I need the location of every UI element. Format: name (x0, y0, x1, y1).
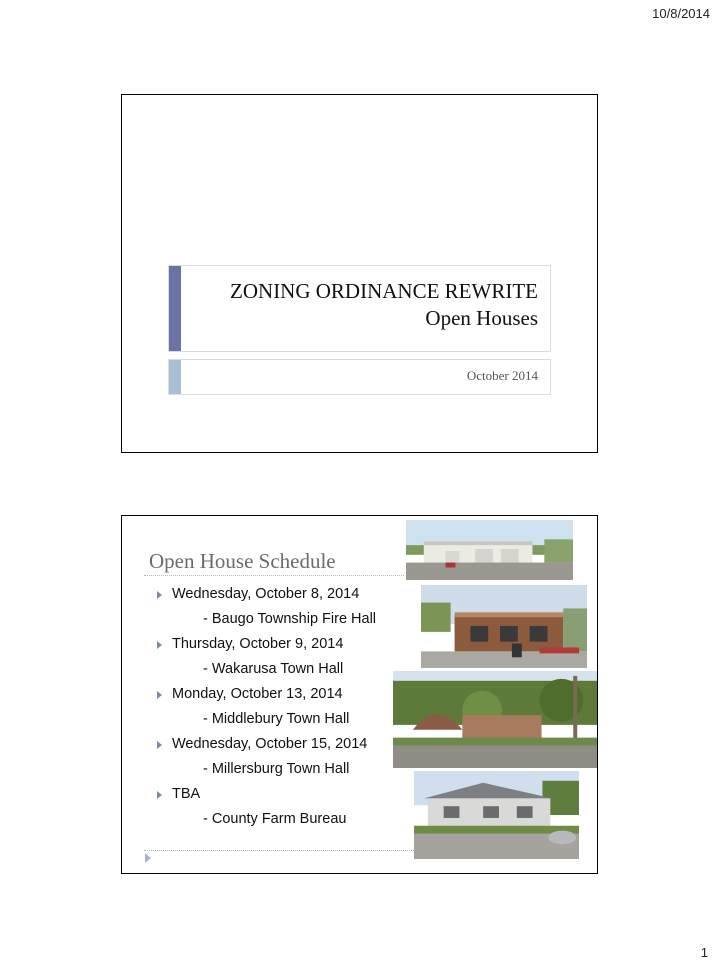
schedule-list (155, 582, 376, 832)
schedule-item (155, 732, 376, 782)
slide-title (121, 94, 598, 453)
title-panel (168, 265, 551, 352)
triangle-right-icon (145, 853, 151, 863)
schedule-item (155, 782, 376, 832)
schedule-place: - Wakarusa Town Hall (203, 661, 344, 677)
slide-schedule (121, 515, 598, 874)
title-line-1: ZONING ORDINANCE REWRITE (230, 279, 538, 303)
triangle-right-icon (157, 591, 162, 599)
schedule-item (155, 582, 376, 632)
slide-title-text (230, 278, 538, 332)
triangle-right-icon (157, 691, 162, 699)
county-farm-bureau-photo (413, 770, 580, 860)
bottom-divider (144, 850, 414, 851)
schedule-place: - Middlebury Town Hall (203, 711, 350, 727)
middlebury-town-hall-photo (392, 670, 598, 769)
schedule-date: TBA (172, 786, 201, 802)
fire-hall-photo (405, 519, 574, 581)
town-hall-photo (420, 584, 588, 669)
schedule-place: - Millersburg Town Hall (203, 761, 350, 777)
title-line-2: Open Houses (425, 306, 538, 330)
schedule-title: Open House Schedule (149, 549, 336, 573)
subtitle-panel (168, 359, 551, 395)
triangle-right-icon (157, 641, 162, 649)
page-date: 10/8/2014 (652, 6, 710, 21)
schedule-date: Wednesday, October 8, 2014 (172, 586, 360, 602)
schedule-date: Wednesday, October 15, 2014 (172, 736, 368, 752)
page-number: 1 (700, 945, 708, 960)
schedule-date: Monday, October 13, 2014 (172, 686, 343, 702)
title-accent-bar (169, 266, 181, 351)
schedule-place: - Baugo Township Fire Hall (203, 611, 377, 627)
schedule-date: Thursday, October 9, 2014 (172, 636, 344, 652)
triangle-right-icon (157, 791, 162, 799)
subtitle-accent-bar (169, 360, 181, 394)
triangle-right-icon (157, 741, 162, 749)
schedule-item (155, 682, 376, 732)
schedule-item (155, 632, 376, 682)
slide-subtitle: October 2014 (466, 368, 538, 383)
schedule-place: - County Farm Bureau (203, 811, 347, 827)
title-divider (144, 575, 434, 576)
